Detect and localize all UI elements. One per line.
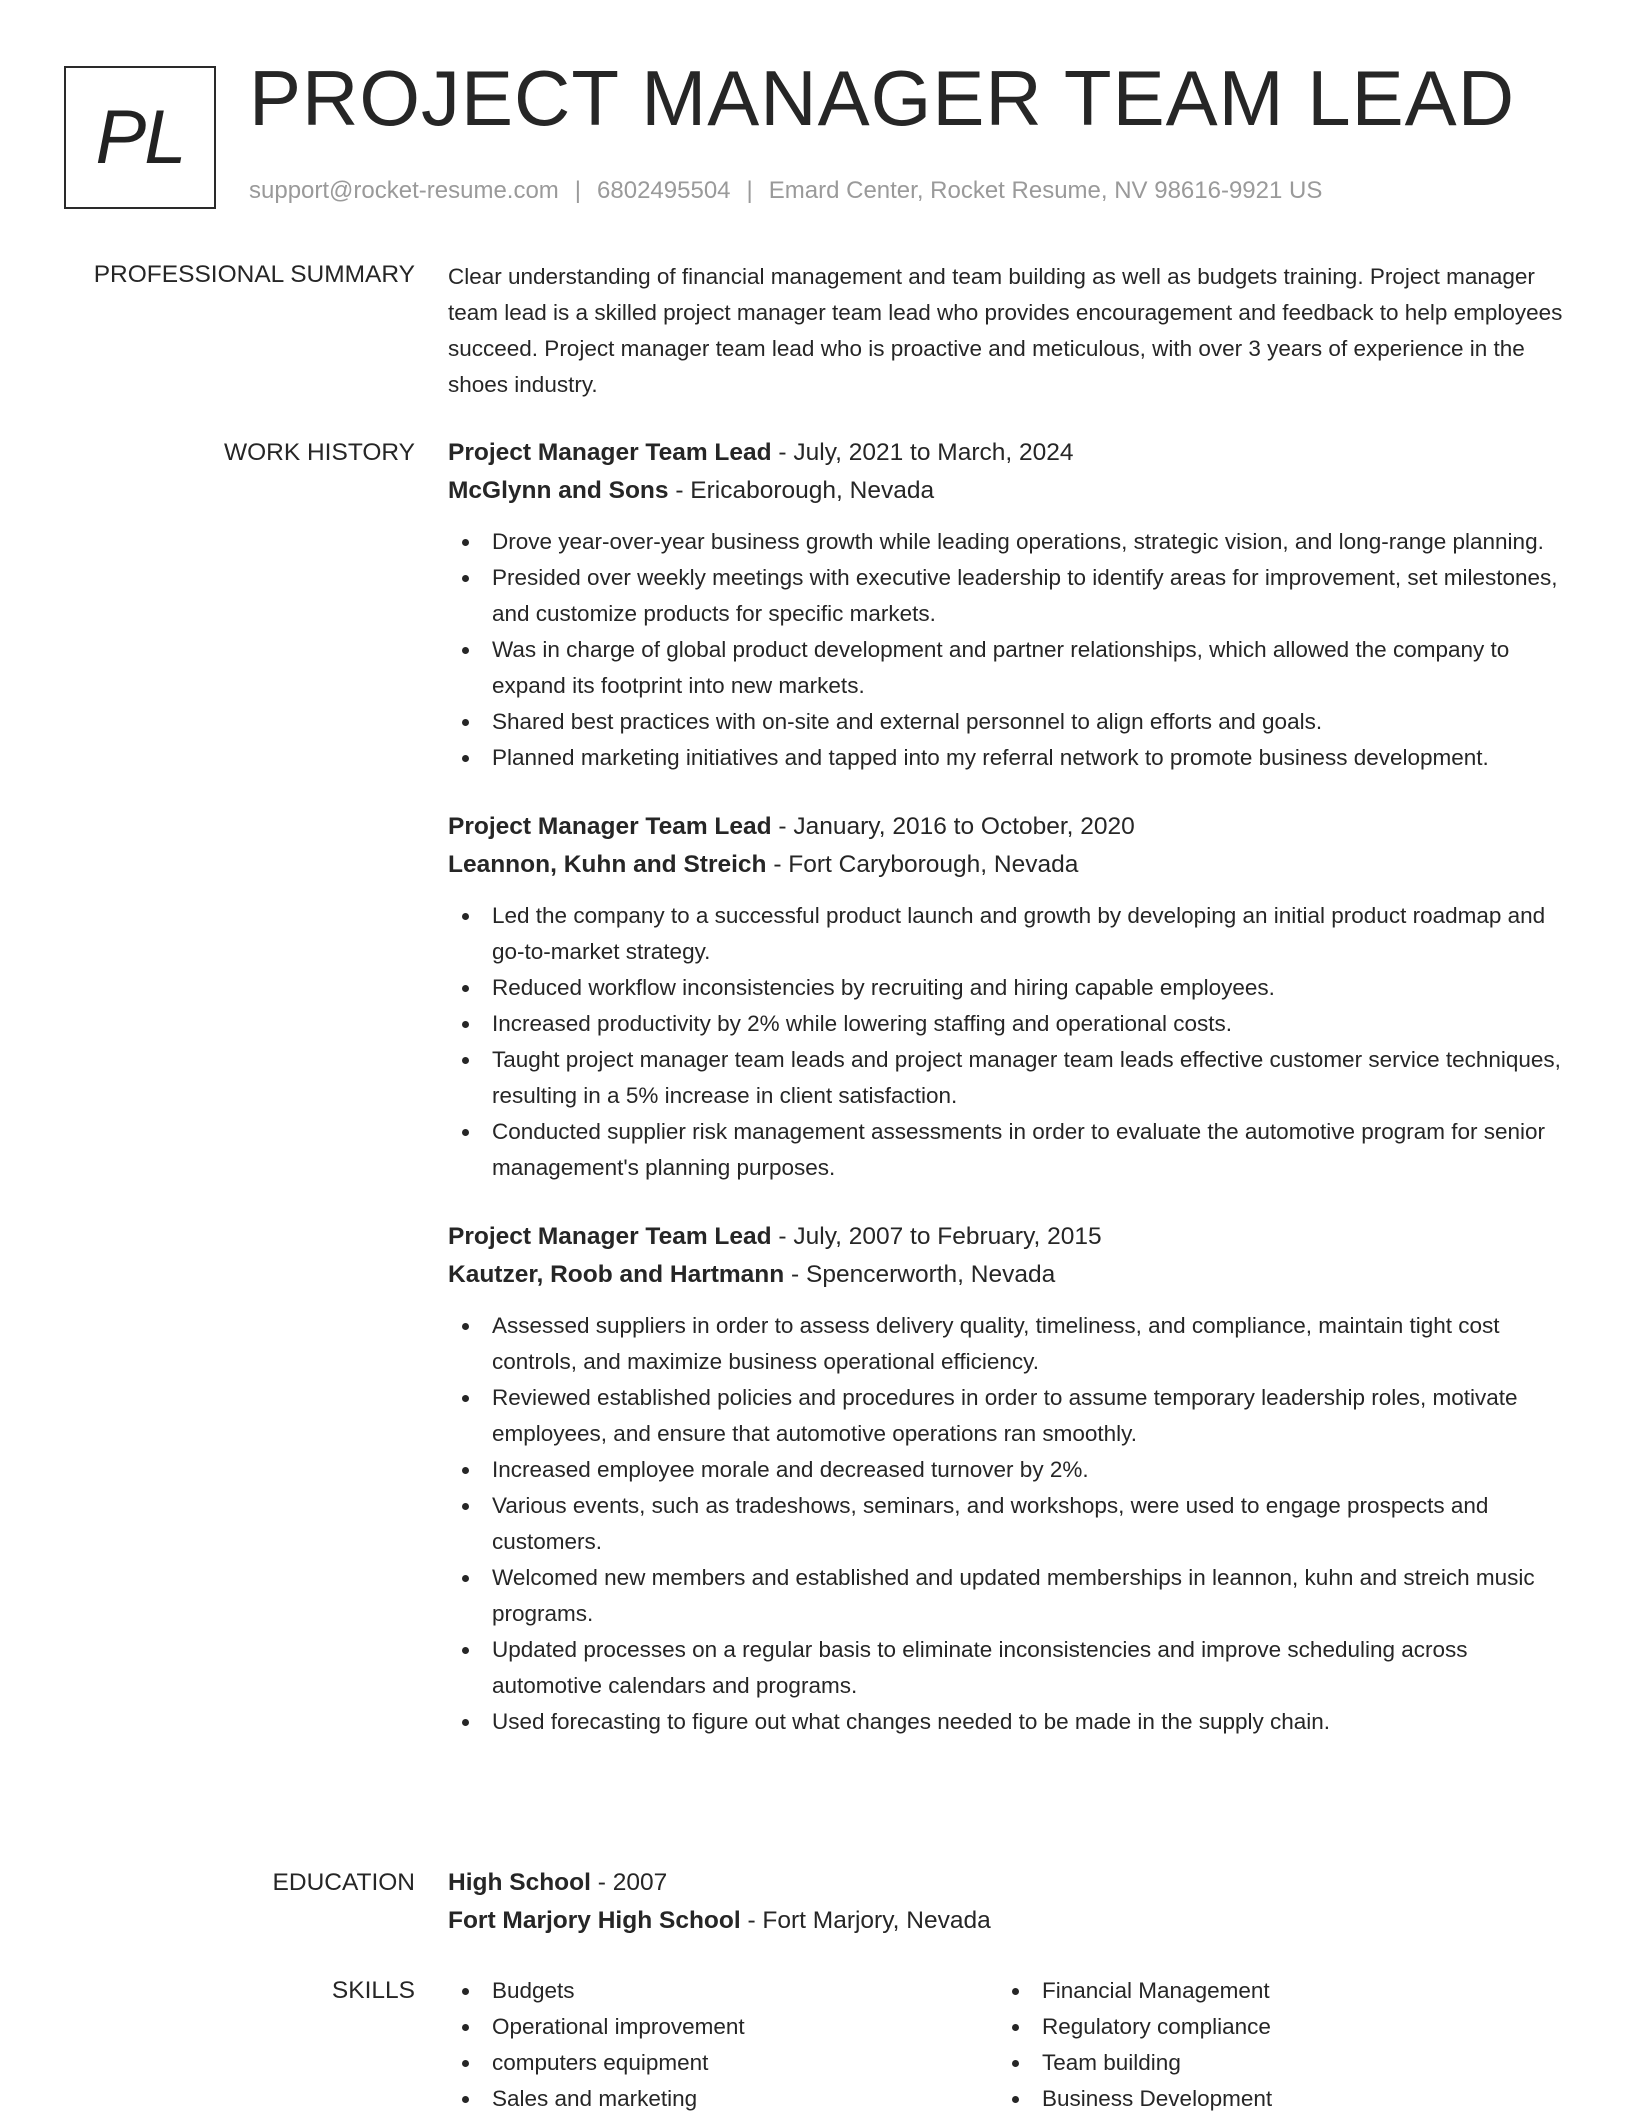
summary-text: Clear understanding of financial management and team building as well as budgets training. Project manager team lead is a skilled project manager team lead who provides encouragement and feedback to help employees succeed. Project manager team lead who is proactive and meticulous, with over 3 years of experience in the shoes industry. — [448, 264, 1563, 397]
list-item: Taught project manager team leads and project manager team leads effective customer service techniques, resulting in a 5% increase in client satisfaction. — [448, 1042, 1568, 1114]
list-item: Regulatory compliance — [998, 2009, 1548, 2045]
list-item: Budgets — [448, 1973, 998, 2009]
list-item: Used forecasting to figure out what changes needed to be made in the supply chain. — [448, 1704, 1568, 1740]
list-item: Planned marketing initiatives and tapped into my referral network to promote business development. — [448, 740, 1568, 776]
list-item: Team building — [998, 2045, 1548, 2081]
job-bullets — [448, 524, 1568, 776]
education-year: - 2007 — [590, 1869, 668, 1896]
job-company: Kautzer, Roob and Hartmann — [448, 1261, 785, 1288]
job-bullets — [448, 898, 1568, 1186]
job-bullets — [448, 1308, 1568, 1740]
list-item: Reviewed established policies and procedures in order to assume temporary leadership roles, motivate employees, and ensure that automotive operations ran smoothly. — [448, 1380, 1568, 1452]
job-entry — [448, 808, 1568, 1186]
job-location: - Fort Caryborough, Nevada — [766, 851, 1079, 878]
list-item: Financial Management — [998, 1973, 1548, 2009]
list-item: Welcomed new members and established and updated memberships in leannon, kuhn and streich music programs. — [448, 1560, 1568, 1632]
list-item: Business Development — [998, 2081, 1548, 2112]
list-item: Operational improvement — [448, 2009, 998, 2045]
job-title-line — [448, 808, 1568, 846]
job-entry — [448, 1218, 1568, 1740]
education-location: - Fort Marjory, Nevada — [740, 1907, 991, 1934]
skills-label: SKILLS — [331, 1977, 415, 2004]
job-company-line — [448, 846, 1568, 884]
job-title: Project Manager Team Lead — [448, 813, 772, 840]
education-degree: High School — [448, 1869, 591, 1896]
job-company: McGlynn and Sons — [448, 477, 669, 504]
summary-label: PROFESSIONAL SUMMARY — [93, 261, 415, 288]
skills-list-left — [448, 1973, 998, 2112]
list-item: Presided over weekly meetings with executive leadership to identify areas for improvement, set milestones, and customize products for specific markets. — [448, 560, 1568, 632]
job-company: Leannon, Kuhn and Streich — [448, 851, 767, 878]
list-item: Was in charge of global product development and partner relationships, which allowed the company to expand its footprint into new markets. — [448, 632, 1568, 704]
contact-address: Emard Center, Rocket Resume, NV 98616-9921 US — [768, 177, 1323, 204]
list-item: Drove year-over-year business growth while leading operations, strategic vision, and long-range planning. — [448, 524, 1568, 560]
skills-list-right — [998, 1973, 1548, 2112]
contact-email: support@rocket-resume.com — [249, 177, 559, 204]
contact-separator: | — [746, 177, 753, 204]
list-item: Reduced workflow inconsistencies by recruiting and hiring capable employees. — [448, 970, 1568, 1006]
list-item: Increased employee morale and decreased turnover by 2%. — [448, 1452, 1568, 1488]
monogram-initials: PL — [95, 94, 185, 180]
education-school: Fort Marjory High School — [448, 1907, 741, 1934]
resume-name: PROJECT MANAGER TEAM LEAD — [249, 54, 1516, 142]
job-title-line — [448, 434, 1568, 472]
job-company-line — [448, 472, 1568, 510]
list-item: computers equipment — [448, 2045, 998, 2081]
job-location: - Ericaborough, Nevada — [668, 477, 935, 504]
job-title: Project Manager Team Lead — [448, 1223, 772, 1250]
education-school-line — [448, 1902, 1568, 1940]
list-item: Various events, such as tradeshows, seminars, and workshops, were used to engage prospects and customers. — [448, 1488, 1568, 1560]
contact-phone: 6802495504 — [597, 177, 731, 204]
education-degree-line — [448, 1864, 1568, 1902]
job-entry — [448, 434, 1568, 776]
list-item: Shared best practices with on-site and external personnel to align efforts and goals. — [448, 704, 1568, 740]
job-dates: - January, 2016 to October, 2020 — [771, 813, 1135, 840]
job-location: - Spencerworth, Nevada — [784, 1261, 1056, 1288]
education-label: EDUCATION — [272, 1869, 415, 1896]
work-history-label: WORK HISTORY — [223, 439, 415, 466]
list-item: Increased productivity by 2% while lowering staffing and operational costs. — [448, 1006, 1568, 1042]
job-dates: - July, 2021 to March, 2024 — [771, 439, 1074, 466]
list-item: Assessed suppliers in order to assess delivery quality, timeliness, and compliance, maintain tight cost controls, and maximize business operational efficiency. — [448, 1308, 1568, 1380]
list-item: Led the company to a successful product launch and growth by developing an initial product roadmap and go-to-market strategy. — [448, 898, 1568, 970]
contact-separator: | — [574, 177, 582, 204]
job-title-line — [448, 1218, 1568, 1256]
contact-line — [249, 176, 1322, 206]
job-title: Project Manager Team Lead — [448, 439, 772, 466]
list-item: Updated processes on a regular basis to eliminate inconsistencies and improve scheduling across automotive calendars and programs. — [448, 1632, 1568, 1704]
list-item: Sales and marketing — [448, 2081, 998, 2112]
skills-columns — [448, 1973, 1568, 2112]
job-dates: - July, 2007 to February, 2015 — [771, 1223, 1102, 1250]
list-item: Conducted supplier risk management assessments in order to evaluate the automotive program for senior management's planning purposes. — [448, 1114, 1568, 1186]
job-company-line — [448, 1256, 1568, 1294]
monogram-box — [64, 66, 216, 209]
